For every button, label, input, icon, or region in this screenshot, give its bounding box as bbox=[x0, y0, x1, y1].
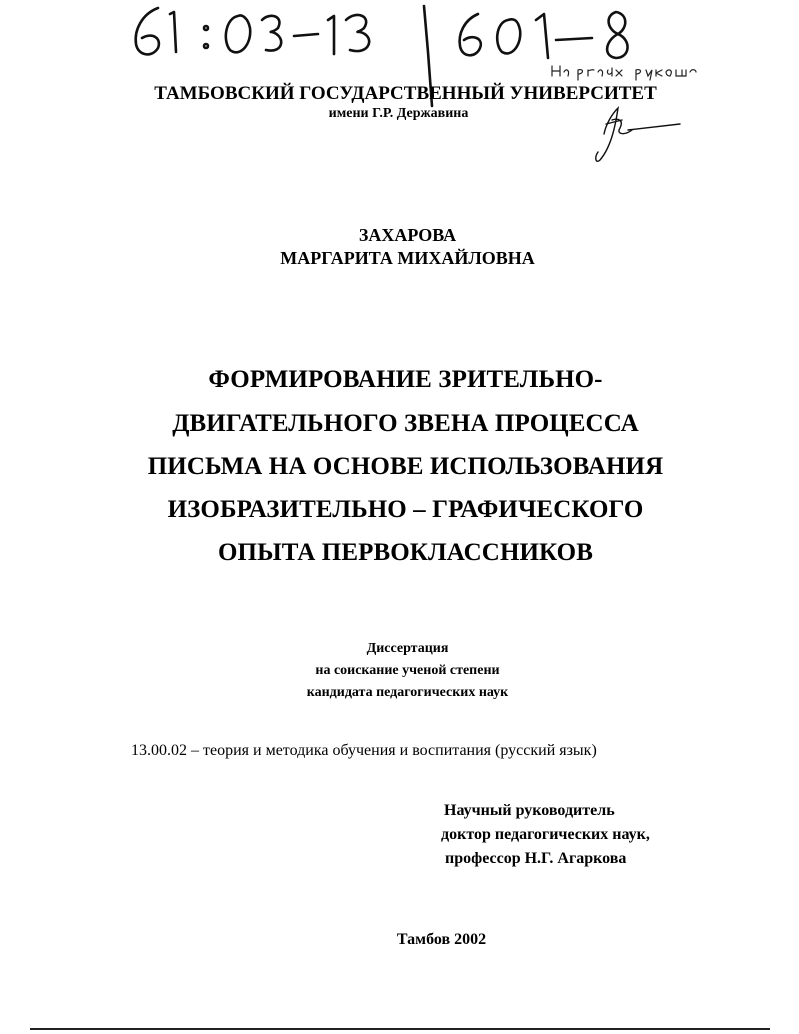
degree-name: кандидата педагогических наук bbox=[306, 685, 509, 700]
author-surname: ЗАХАРОВА bbox=[358, 225, 457, 245]
university-name: ТАМБОВСКИЙ ГОСУДАРСТВЕННЫЙ УНИВЕРСИТЕТ bbox=[154, 83, 657, 104]
supervisor-degree: доктор педагогических наук, bbox=[441, 826, 650, 843]
supervisor-label: Научный руководитель bbox=[444, 802, 615, 819]
title-line-3: ПИСЬМА НА ОСНОВЕ ИСПОЛЬЗОВАНИЯ bbox=[147, 453, 664, 480]
title-line-2: ДВИГАТЕЛЬНОГО ЗВЕНА ПРОЦЕССА bbox=[172, 410, 639, 437]
city-year: Тамбов 2002 bbox=[396, 931, 487, 948]
dissertation-label: Диссертация bbox=[366, 641, 449, 656]
specialty-code: 13.00.02 – теория и методика обучения и воспитания (русский язык) bbox=[131, 742, 597, 759]
title-line-5: ОПЫТА ПЕРВОКЛАССНИКОВ bbox=[218, 539, 593, 566]
supervisor-name: профессор Н.Г. Агаркова bbox=[445, 850, 627, 867]
university-named-after: имени Г.Р. Державина bbox=[328, 106, 469, 121]
degree-purpose: на соискание ученой степени bbox=[315, 663, 500, 678]
author-given-names: МАРГАРИТА МИХАЙЛОВНА bbox=[280, 248, 535, 268]
title-line-1: ФОРМИРОВАНИЕ ЗРИТЕЛЬНО- bbox=[208, 366, 603, 393]
scan-edge-divider bbox=[30, 1028, 770, 1030]
title-line-4: ИЗОБРАЗИТЕЛЬНО – ГРАФИЧЕСКОГО bbox=[167, 496, 644, 523]
